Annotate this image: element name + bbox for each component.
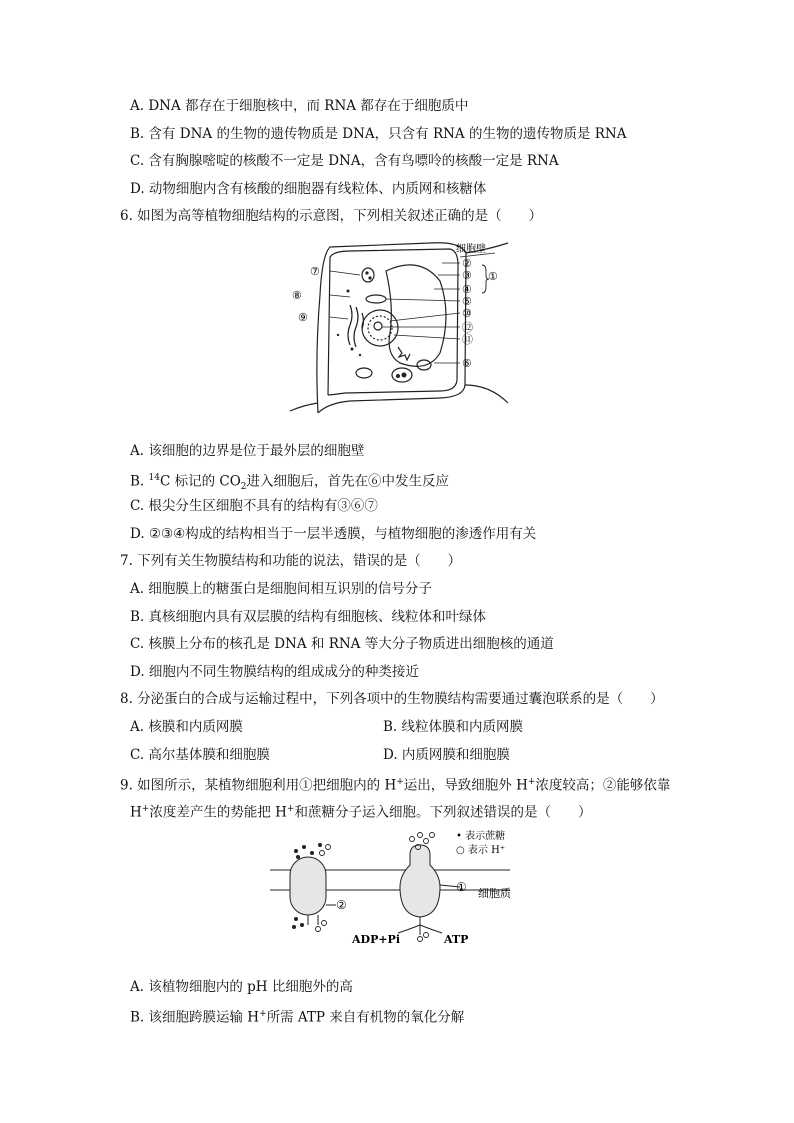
label-2: ② bbox=[462, 257, 472, 270]
label-8: ⑧ bbox=[292, 289, 302, 302]
cotransporter-label-2: ② bbox=[336, 898, 347, 912]
label-6: ⑥ bbox=[462, 357, 472, 370]
label-12: ⑫ bbox=[462, 321, 473, 334]
label-7: ⑦ bbox=[310, 265, 320, 278]
q6-stem: 6. 如图为高等植物细胞结构的示意图，下列相关叙述正确的是（ ） bbox=[120, 208, 543, 224]
q7-option-d: D. 细胞内不同生物膜结构的组成成分的种类接近 bbox=[130, 664, 419, 680]
label-4: ④ bbox=[462, 283, 472, 296]
q9-stem-line2: H+浓度差产生的势能把 H+和蔗糖分子运入细胞。下列叙述错误的是（ ） bbox=[130, 804, 592, 821]
q8-option-d: D. 内质网膜和细胞膜 bbox=[383, 747, 510, 763]
atp-label: ATP bbox=[444, 933, 469, 946]
q5-option-b: B. 含有 DNA 的生物的遗传物质是 DNA，只含有 RNA 的生物的遗传物质是 RNA bbox=[130, 126, 627, 142]
cell-wall-label: 细胞壁 bbox=[456, 244, 486, 255]
q5-option-a: A. DNA 都存在于细胞核中，而 RNA 都存在于细胞质中 bbox=[130, 98, 469, 114]
q7-stem: 7. 下列有关生物膜结构和功能的说法，错误的是（ ） bbox=[120, 553, 462, 569]
q6-option-c: C. 根尖分生区细胞不具有的结构有③⑥⑦ bbox=[130, 498, 378, 514]
q8-option-b: B. 线粒体膜和内质网膜 bbox=[383, 719, 524, 735]
pump-label-1: ① bbox=[456, 880, 467, 894]
q6-option-a: A. 该细胞的边界是位于最外层的细胞壁 bbox=[130, 443, 365, 459]
q7-option-b: B. 真核细胞内具有双层膜的结构有细胞核、线粒体和叶绿体 bbox=[130, 609, 487, 625]
plant-cell-diagram bbox=[290, 235, 510, 415]
adp-label: ADP+Pi bbox=[352, 933, 401, 946]
cytoplasm-label: 细胞质 bbox=[478, 887, 511, 900]
q9-option-a: A. 该植物细胞内的 pH 比细胞外的高 bbox=[130, 979, 353, 995]
q8-option-c: C. 高尔基体膜和细胞膜 bbox=[130, 747, 270, 763]
label-5: ⑤ bbox=[462, 295, 472, 308]
legend-sucrose: • 表示蔗糖 bbox=[456, 831, 506, 842]
q7-option-a: A. 细胞膜上的糖蛋白是细胞间相互识别的信号分子 bbox=[130, 581, 432, 597]
q8-stem: 8. 分泌蛋白的合成与运输过程中，下列各项中的生物膜结构需要通过囊泡联系的是（ ） bbox=[120, 691, 664, 707]
label-1: ① bbox=[488, 270, 498, 283]
q5-option-d: D. 动物细胞内含有核酸的细胞器有线粒体、内质网和核糖体 bbox=[130, 181, 487, 197]
membrane-transport-diagram bbox=[260, 825, 560, 955]
label-10: ⑩ bbox=[462, 307, 472, 320]
label-9: ⑨ bbox=[298, 311, 308, 324]
q6-option-d: D. ②③④构成的结构相当于一层半透膜，与植物细胞的渗透作用有关 bbox=[130, 526, 537, 542]
label-11: ⑪ bbox=[462, 333, 473, 346]
label-3: ③ bbox=[462, 269, 472, 282]
q9-stem-line1: 9. 如图所示，某植物细胞利用①把细胞内的 H+运出，导致细胞外 H+浓度较高；②能够依靠 bbox=[120, 777, 671, 794]
q8-option-a: A. 核膜和内质网膜 bbox=[130, 719, 243, 735]
q9-option-b: B. 该细胞跨膜运输 H+所需 ATP 来自有机物的氧化分解 bbox=[130, 1009, 465, 1026]
q5-option-c: C. 含有胸腺嘧啶的核酸不一定是 DNA，含有鸟嘌呤的核酸一定是 RNA bbox=[130, 153, 559, 169]
q6-option-b: B. $^{14}$C 标记的 $CO_2$进入细胞后，首先在⑥中发生反应 bbox=[130, 473, 450, 493]
legend-h-ion: ○ 表示 H⁺ bbox=[456, 845, 506, 856]
q7-option-c: C. 核膜上分布的核孔是 DNA 和 RNA 等大分子物质进出细胞核的通道 bbox=[130, 636, 554, 652]
